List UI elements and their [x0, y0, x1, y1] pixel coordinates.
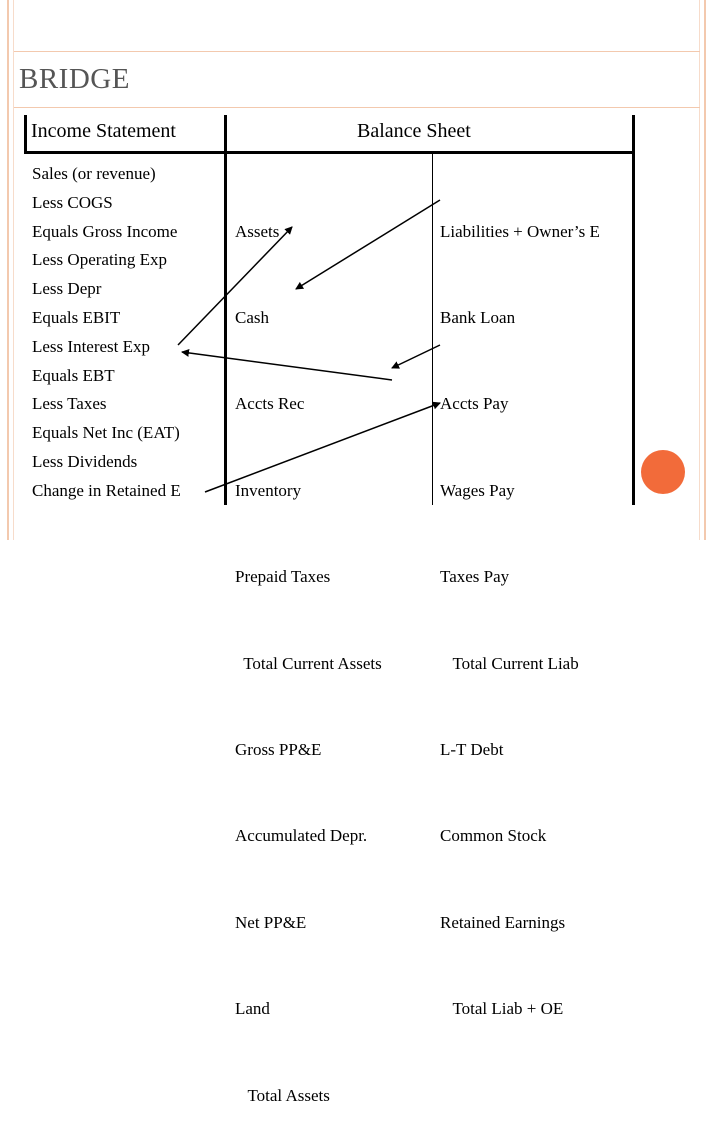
arrow-ltdebt-to-accum: [392, 345, 440, 368]
list-item: Total Current Assets: [235, 653, 382, 673]
list-item: Less Operating Exp: [32, 250, 168, 270]
list-item: Wages Pay: [440, 480, 515, 500]
slide-title: BRIDGE: [19, 63, 130, 95]
list-item: Bank Loan: [440, 307, 516, 327]
list-item: Total Liab + OE: [440, 999, 564, 1019]
list-item: Retained Earnings: [440, 912, 566, 932]
list-item: Equals EBT: [32, 365, 115, 385]
list-item: Less Interest Exp: [32, 336, 151, 356]
list-item: Land: [235, 999, 270, 1019]
arrow-depr-to-accum: [178, 227, 292, 345]
list-item: Net PP&E: [235, 912, 307, 932]
list-item: Liabilities + Owner’s E: [440, 221, 600, 241]
list-item: Gross PP&E: [235, 739, 322, 759]
arrow-change-to-retained: [205, 403, 440, 492]
header-income-statement: Income Statement: [31, 120, 176, 142]
list-item: Assets: [235, 221, 280, 241]
list-item: Prepaid Taxes: [235, 567, 331, 587]
list-item: Less COGS: [32, 192, 113, 212]
list-item: Accts Pay: [440, 394, 509, 414]
list-item: Change in Retained E: [32, 480, 181, 500]
list-item: Equals EBIT: [32, 307, 121, 327]
arrow-accum-to-interest: [182, 352, 392, 380]
list-item: Taxes Pay: [440, 567, 510, 587]
list-item: Common Stock: [440, 826, 547, 846]
bridge-arrows: [0, 0, 720, 540]
list-item: Equals Gross Income: [32, 221, 178, 241]
list-item: Less Dividends: [32, 451, 138, 471]
list-item: Accumulated Depr.: [235, 826, 368, 846]
list-item: L-T Debt: [440, 739, 504, 759]
list-item: Sales (or revenue): [32, 164, 156, 183]
list-item: Less Taxes: [32, 394, 107, 414]
list-item: Less Depr: [32, 279, 102, 299]
list-item: Total Assets: [235, 1085, 330, 1105]
list-item: Cash: [235, 307, 269, 327]
header-balance-sheet: Balance Sheet: [357, 120, 471, 142]
list-item: Accts Rec: [235, 394, 305, 414]
list-item: Total Current Liab: [440, 653, 579, 673]
list-item: Inventory: [235, 480, 302, 500]
list-item: Equals Net Inc (EAT): [32, 423, 180, 443]
arrow-bank-to-prepaid: [296, 200, 440, 289]
